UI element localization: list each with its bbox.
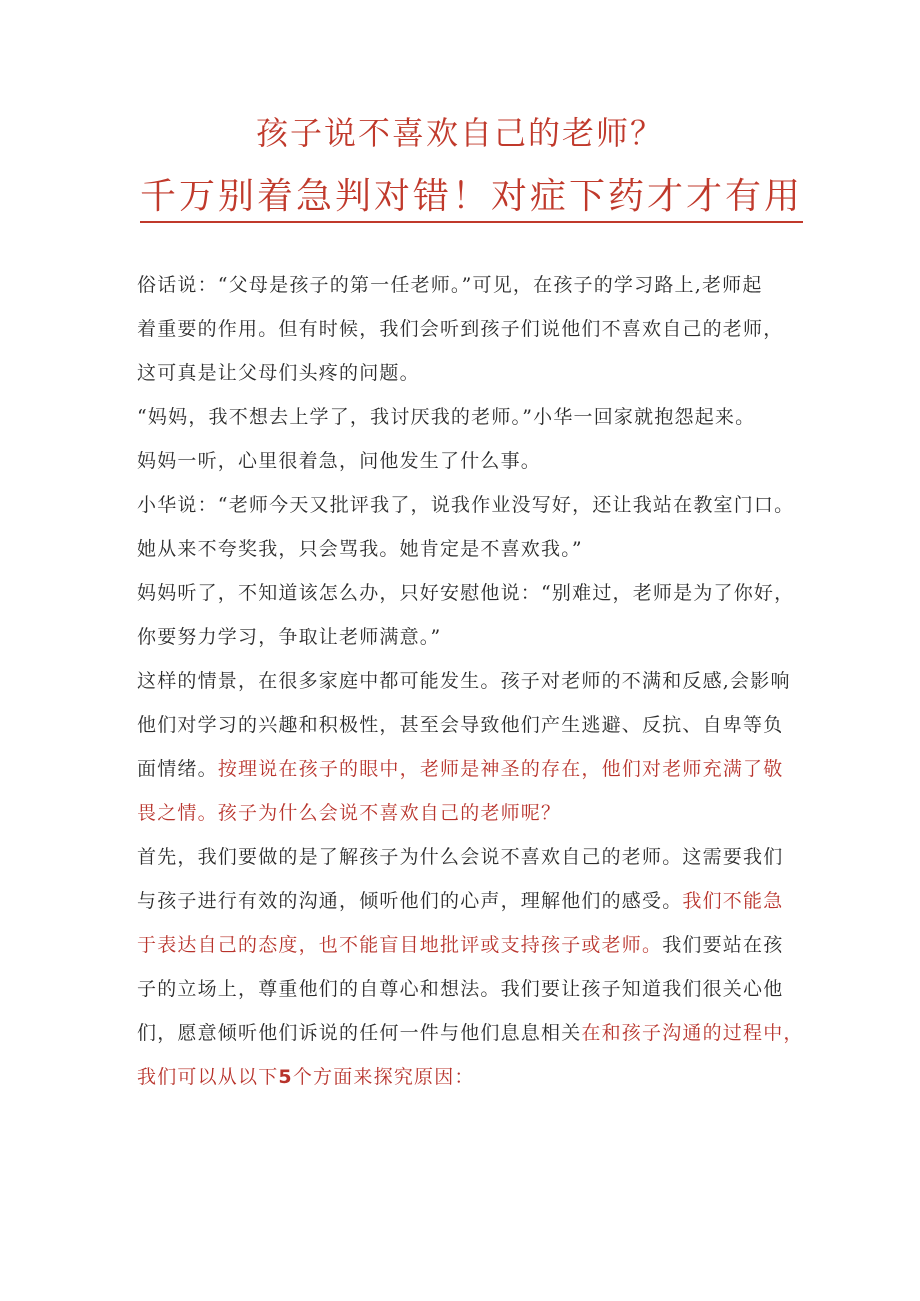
text-line: 妈妈听了，不知道该怎么办，只好安慰他说：“别难过，老师是为了你好， <box>137 582 795 604</box>
text-line: 着重要的作用。但有时候，我们会听到孩子们说他们不喜欢自己的老师， <box>137 318 784 340</box>
text-line: “妈妈，我不想去上学了，我讨厌我的老师。”小华一回家就抱怨起来。 <box>137 406 756 428</box>
highlight-text: 于表达自己的态度，也不能盲目地批评或支持孩子或老师。 <box>137 934 663 956</box>
text-line: 她从来不夸奖我，只会骂我。她肯定是不喜欢我。” <box>137 538 583 560</box>
article-body <box>137 268 804 1104</box>
highlight-number: 5 <box>278 1066 293 1088</box>
text-line: 们，愿意倾听他们诉说的任何一件与他们息息相关在和孩子沟通的过程中， <box>137 1022 804 1044</box>
text-line: 首先，我们要做的是了解孩子为什么会说不喜欢自己的老师。这需要我们 <box>137 846 784 868</box>
text-line: 小华说：“老师今天又批评我了，说我作业没写好，还让我站在教室门口。 <box>137 494 795 516</box>
text-line: 妈妈一听，心里很着急，问他发生了什么事。 <box>137 450 542 472</box>
highlight-text: 我们可以从以下 <box>137 1066 279 1088</box>
text-line: 你要努力学习，争取让老师满意。” <box>137 626 442 648</box>
title-line-2: 千万别着急判对错！对症下药才才有用 <box>140 168 803 223</box>
highlight-text: 在和孩子沟通的过程中， <box>581 1022 804 1044</box>
title-line-1: 孩子说不喜欢自己的老师？ <box>255 114 664 152</box>
text-line: 这可真是让父母们头疼的问题。 <box>137 362 420 384</box>
text-line: 俗话说：“父母是孩子的第一任老师。”可见，在孩子的学习路上,老师起 <box>137 274 763 296</box>
text-line: 与孩子进行有效的沟通，倾听他们的心声，理解他们的感受。我们不能急 <box>137 890 784 912</box>
text-line <box>137 796 787 840</box>
text-line: 他们对学习的兴趣和积极性，甚至会导致他们产生逃避、反抗、自卑等负 <box>137 714 784 736</box>
text-line: 面情绪。按理说在孩子的眼中，老师是神圣的存在，他们对老师充满了敬 <box>137 758 784 780</box>
text-line: 这样的情景，在很多家庭中都可能发生。孩子对老师的不满和反感,会影响 <box>137 670 791 692</box>
highlight-text: 我们不能急 <box>682 890 784 912</box>
highlight-text: 畏之情。孩子为什么会说不喜欢自己的老师呢？ <box>137 802 562 824</box>
text-line: 子的立场上，尊重他们的自尊心和想法。我们要让孩子知道我们很关心他 <box>137 978 784 1000</box>
text-line <box>137 1060 787 1104</box>
highlight-text: 按理说在孩子的眼中，老师是神圣的存在，他们对老师充满了敬 <box>217 758 784 780</box>
text-line: 于表达自己的态度，也不能盲目地批评或支持孩子或老师。我们要站在孩 <box>137 934 784 956</box>
highlight-text: 个方面来探究原因： <box>292 1066 475 1088</box>
